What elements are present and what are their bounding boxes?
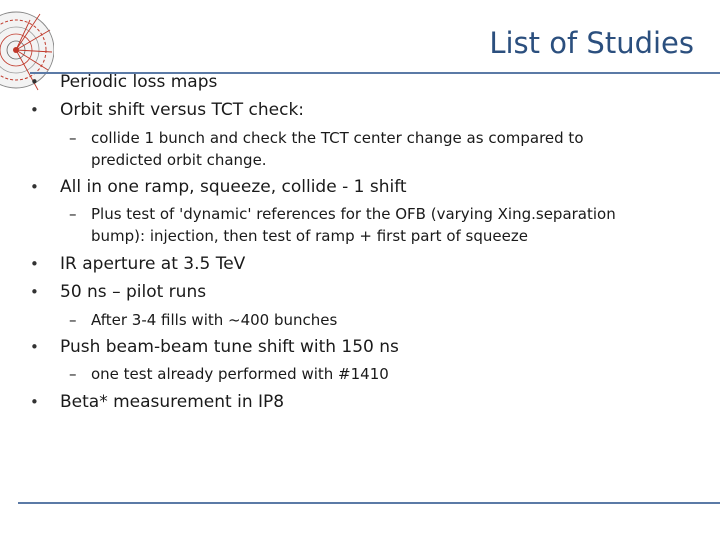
sub-bullet-marker: – bbox=[69, 129, 77, 147]
bullet-text: IR aperture at 3.5 TeV bbox=[60, 254, 246, 274]
sub-bullet-text: one test already performed with #1410 bbox=[91, 365, 389, 383]
bullet-item bbox=[30, 337, 399, 357]
bullet-marker: • bbox=[30, 101, 39, 119]
bullet-marker: • bbox=[30, 338, 39, 356]
sub-bullet-item bbox=[69, 127, 584, 171]
sub-bullet-marker: – bbox=[69, 365, 77, 383]
bullet-text: Beta* measurement in IP8 bbox=[60, 392, 285, 412]
sub-bullet-item bbox=[69, 203, 616, 247]
bullet-item bbox=[30, 72, 217, 92]
bullet-marker: • bbox=[30, 178, 39, 196]
bullet-marker: • bbox=[30, 255, 39, 273]
bullet-text: Periodic loss maps bbox=[60, 72, 218, 92]
sub-bullet-text: Plus test of 'dynamic' references for the OFB (varying Xing.separation bbox=[91, 205, 616, 223]
bullet-item bbox=[30, 282, 206, 302]
bullet-item bbox=[30, 392, 284, 412]
sub-bullet-text-continued: bump): injection, then test of ramp + first part of squeeze bbox=[91, 227, 528, 245]
sub-bullet-item bbox=[69, 363, 389, 385]
footer-divider bbox=[18, 502, 720, 504]
bullet-text: Orbit shift versus TCT check: bbox=[60, 100, 305, 120]
bullet-text: Push beam-beam tune shift with 150 ns bbox=[60, 337, 399, 357]
bullet-item bbox=[30, 100, 304, 120]
bullet-item bbox=[30, 177, 407, 197]
bullet-text: All in one ramp, squeeze, collide - 1 shift bbox=[60, 177, 407, 197]
bullet-marker: • bbox=[30, 73, 39, 91]
bullet-item bbox=[30, 254, 245, 274]
slide-title: List of Studies bbox=[489, 26, 694, 60]
sub-bullet-item bbox=[69, 309, 337, 331]
sub-bullet-marker: – bbox=[69, 205, 77, 223]
sub-bullet-marker: – bbox=[69, 311, 77, 329]
bullet-marker: • bbox=[30, 283, 39, 301]
sub-bullet-text: collide 1 bunch and check the TCT center change as compared to bbox=[91, 129, 584, 147]
bullet-marker: • bbox=[30, 393, 39, 411]
bullet-text: 50 ns – pilot runs bbox=[60, 282, 207, 302]
sub-bullet-text-continued: predicted orbit change. bbox=[91, 151, 267, 169]
sub-bullet-text: After 3-4 fills with ~400 bunches bbox=[91, 311, 338, 329]
